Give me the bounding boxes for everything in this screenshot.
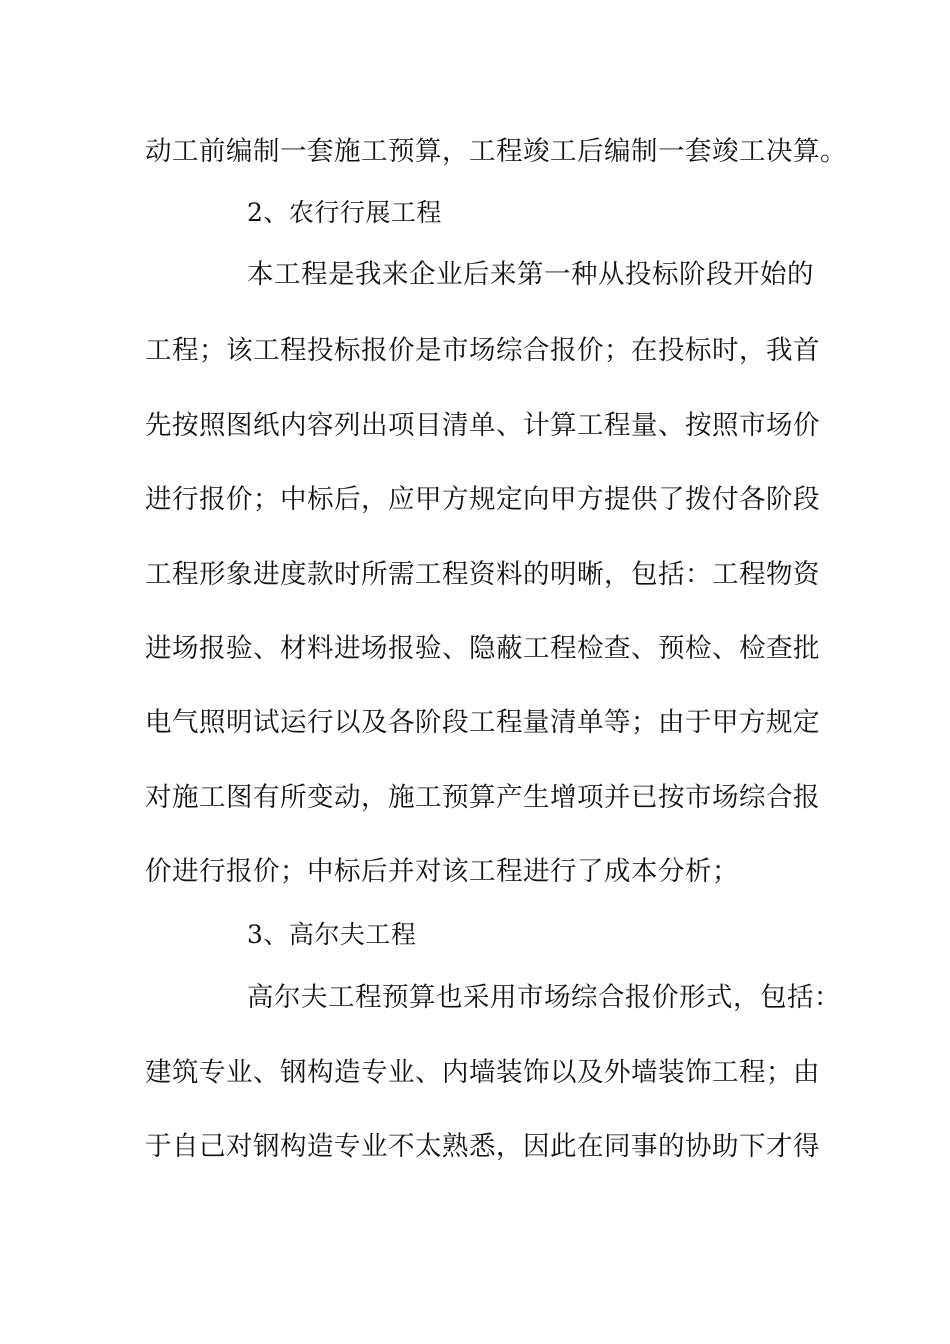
paragraph-2-line-6: 进场报验、材料进场报验、隐蔽工程检查、预检、检查批 bbox=[145, 633, 820, 664]
section-heading-3: 3、高尔夫工程 bbox=[247, 920, 417, 949]
paragraph-2-line-7: 电气照明试运行以及各阶段工程量清单等；由于甲方规定 bbox=[145, 707, 820, 738]
paragraph-2-line-2: 工程；该工程投标报价是市场综合报价；在投标时，我首 bbox=[145, 335, 820, 366]
paragraph-2-line-5: 工程形象进度款时所需工程资料的明晰，包括：工程物资 bbox=[145, 559, 820, 590]
paragraph-2-line-4: 进行报价；中标后，应甲方规定向甲方提供了拨付各阶段 bbox=[145, 484, 820, 515]
paragraph-2-line-8: 对施工图有所变动，施工预算产生增项并已按市场综合报 bbox=[145, 782, 820, 813]
paragraph-2-line-1: 本工程是我来企业后来第一种从投标阶段开始的 bbox=[247, 259, 814, 290]
paragraph-3-line-1: 高尔夫工程预算也采用市场综合报价形式，包括： bbox=[247, 982, 841, 1013]
paragraph-3-line-3: 于自己对钢构造专业不太熟悉，因此在同事的协助下才得 bbox=[145, 1131, 820, 1162]
paragraph-3-line-2: 建筑专业、钢构造专业、内墙装饰以及外墙装饰工程；由 bbox=[145, 1057, 820, 1088]
paragraph-2-line-9: 价进行报价；中标后并对该工程进行了成本分析； bbox=[145, 856, 739, 887]
paragraph-2-line-3: 先按照图纸内容列出项目清单、计算工程量、按照市场价 bbox=[145, 410, 820, 441]
section-heading-2: 2、农行行展工程 bbox=[247, 198, 442, 227]
text-line-1: 动工前编制一套施工预算，工程竣工后编制一套竣工决算。 bbox=[145, 136, 847, 167]
